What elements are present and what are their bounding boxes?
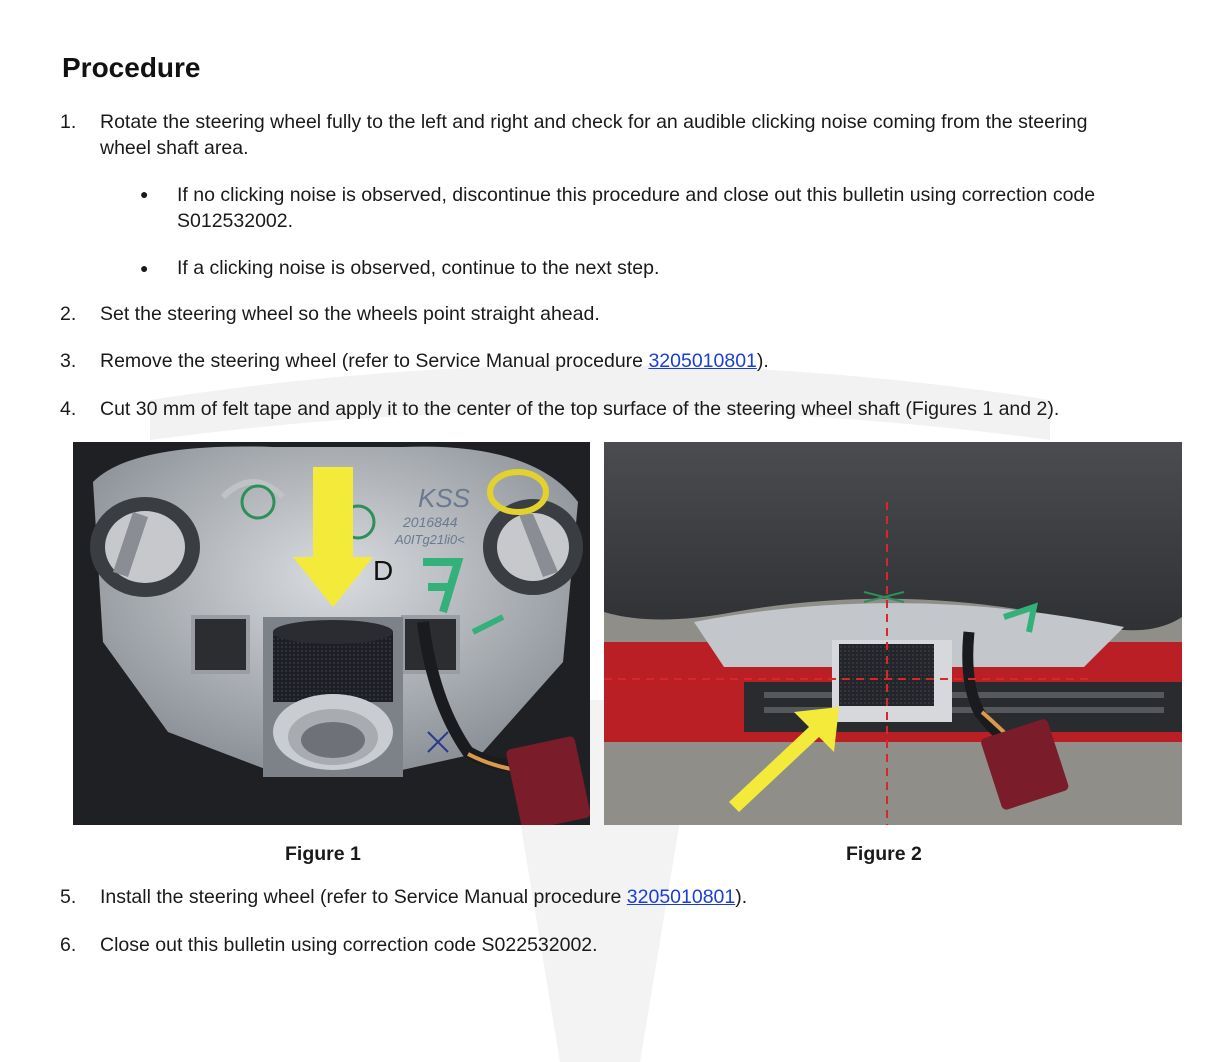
step-1-number: 1.: [60, 111, 77, 133]
step-3-text-post: ).: [756, 350, 769, 372]
figure-1-caption: Figure 1: [285, 843, 361, 865]
step-2-number: 2.: [60, 303, 77, 325]
figure-1-code-marking: 2016844: [403, 514, 458, 530]
step-3-number: 3.: [60, 350, 77, 372]
bullet-2-text: If a clicking noise is observed, continue to the next step.: [177, 257, 660, 279]
bullet-dot: ●: [140, 186, 149, 202]
bullet-1-text: If no clicking noise is observed, discontinue this procedure and close out this bulletin using correction code S012532002.: [177, 184, 1096, 232]
figure-1-brand-marking: KSS: [418, 483, 471, 513]
figure-2-caption: Figure 2: [846, 843, 922, 865]
figure-2-image: [604, 442, 1182, 825]
step-3-text: [100, 348, 1180, 374]
service-manual-link[interactable]: 3205010801: [626, 886, 736, 908]
step-4-number: 4.: [60, 398, 77, 420]
figure-1-code-marking: A0ITg21li0<: [395, 532, 465, 547]
figure-1-image: [73, 442, 590, 825]
step-6-text: Close out this bulletin using correction code S022532002.: [100, 934, 598, 956]
step-5-number: 5.: [60, 886, 77, 908]
page-title: Procedure: [62, 52, 201, 83]
step-1-text: Rotate the steering wheel fully to the left and right and check for an audible clicking noise coming from the steering wheel shaft area.: [100, 111, 1088, 159]
step-5-text: [100, 884, 1180, 910]
step-5-text-post: ).: [735, 886, 748, 908]
bullet-dot: ●: [140, 260, 149, 276]
step-5-text-pre: Install the steering wheel (refer to Service Manual procedure: [100, 886, 627, 908]
service-manual-link[interactable]: 3205010801: [648, 350, 757, 372]
step-2-text: Set the steering wheel so the wheels point straight ahead.: [100, 303, 600, 325]
step-4-text: Cut 30 mm of felt tape and apply it to the center of the top surface of the steering wheel shaft (Figures 1 and 2).: [100, 398, 1060, 420]
figure-1-letter-marking: D: [373, 555, 394, 586]
step-6-number: 6.: [60, 934, 77, 956]
step-3-text-pre: Remove the steering wheel (refer to Service Manual procedure: [100, 350, 649, 372]
